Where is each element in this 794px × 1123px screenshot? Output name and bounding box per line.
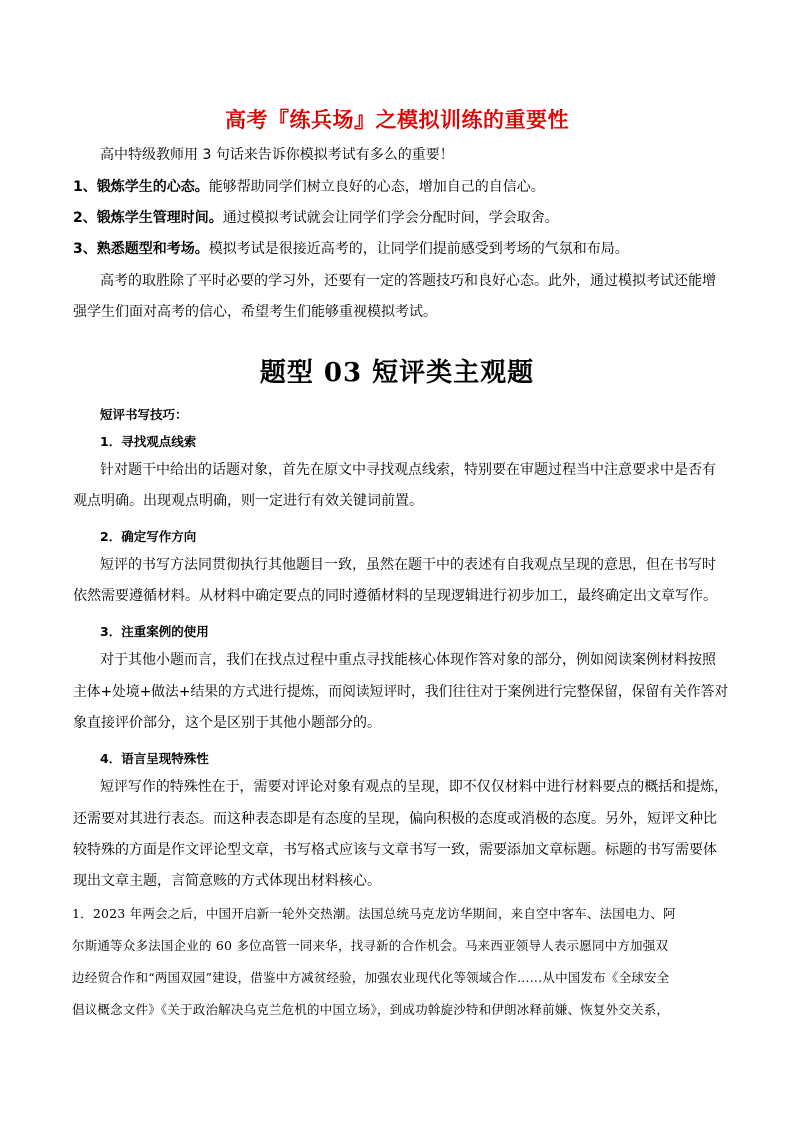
tip-4-line-2: 还需要对其进行表态。而这种表态即是有态度的呈现，偏向积极的态度或消极的态度。另外，短评文种比 [73,811,717,827]
intro-closing-line-2: 强学生们面对高考的信心，希望考生们能够重视模拟考试。 [73,304,437,320]
tip-heading-2: 2．确定写作方向 [100,529,197,544]
intro-point-1 [73,178,545,196]
tip-4-line-3: 较特殊的方面是作文评论型文章，书写格式应该与文章书写一致，需要添加文章标题。标题的书写需要体 [73,842,717,858]
question-line-2: 尔斯通等众多法国企业的 60 多位高管一同来华，找寻新的合作机会。马来西亚领导人表示愿同中方加强双 [72,938,669,953]
tip-1-line-1: 针对题干中给出的话题对象，首先在原文中寻找观点线索，特别要在审题过程当中注意要求中是否有 [100,462,716,478]
intro-point-3 [73,240,629,258]
point-heading: 1、锻炼学生的心态。 [73,179,209,195]
tip-3-line-3: 象直接评价部分，这个是区别于其他小题部分的。 [73,715,381,731]
intro-point-2 [73,209,559,227]
intro-lead: 高中特级教师用 3 句话来告诉你模拟考试有多么的重要！ [100,147,454,163]
tip-4-line-4: 现出文章主题，言简意赅的方式体现出材料核心。 [73,873,381,889]
tip-1-line-2: 观点明确。出现观点明确，则一定进行有效关键词前置。 [73,493,423,509]
tip-heading-4: 4．语言呈现特殊性 [100,751,209,766]
tip-3-line-1: 对于其他小题而言，我们在找点过程中重点寻找能核心体现作答对象的部分，例如阅读案例材料按照 [100,652,716,668]
question-line-1: 1．2023 年两会之后，中国开启新一轮外交热潮。法国总统马克龙访华期间，来自空中客车、法国电力、阿 [72,906,676,921]
question-line-4: 倡议概念文件》《关于政治解决乌克兰危机的中国立场》，到成功斡旋沙特和伊朗冰释前嫌、恢复外交关系， [72,1002,670,1017]
tip-2-line-1: 短评的书写方法同贯彻执行其他题目一致，虽然在题干中的表述有自我观点呈现的意思，但在书写时 [100,557,716,573]
point-text: 能够帮助同学们树立良好的心态，增加自己的自信心。 [208,179,545,195]
section-title: 题型 03 短评类主观题 [259,358,535,388]
point-heading: 3、熟悉题型和考场。 [73,241,209,257]
intro-closing-line-1: 高考的取胜除了平时必要的学习外，还要有一定的答题技巧和良好心态。此外，通过模拟考试还能增 [100,273,716,289]
tip-4-line-1: 短评写作的特殊性在于，需要对评论对象有观点的呈现，即不仅仅材料中进行材料要点的概括和提炼， [100,779,728,795]
tip-heading-1: 1．寻找观点线索 [100,434,197,449]
point-text: 通过模拟考试就会让同学们学会分配时间，学会取舍。 [222,210,559,226]
tip-heading-3: 3．注重案例的使用 [100,624,209,639]
tip-3-line-2: 主体+处境+做法+结果的方式进行提炼，而阅读短评时，我们往往对于案例进行完整保留，保留有关作答对 [73,684,729,700]
point-text: 模拟考试是很接近高考的，让同学们提前感受到考场的气氛和布局。 [208,241,629,257]
tips-label: 短评书写技巧： [100,407,188,422]
point-heading: 2、锻炼学生管理时间。 [73,210,223,226]
page-title: 高考『练兵场』之模拟训练的重要性 [225,108,569,132]
question-line-3: 边经贸合作和“两国双园”建设，借鉴中方减贫经验，加强农业现代化等领域合作……从中国发布《全球安全 [72,970,670,985]
tip-2-line-2: 依然需要遵循材料。从材料中确定要点的同时遵循材料的呈现逻辑进行初步加工，最终确定出文章写作。 [73,588,717,604]
